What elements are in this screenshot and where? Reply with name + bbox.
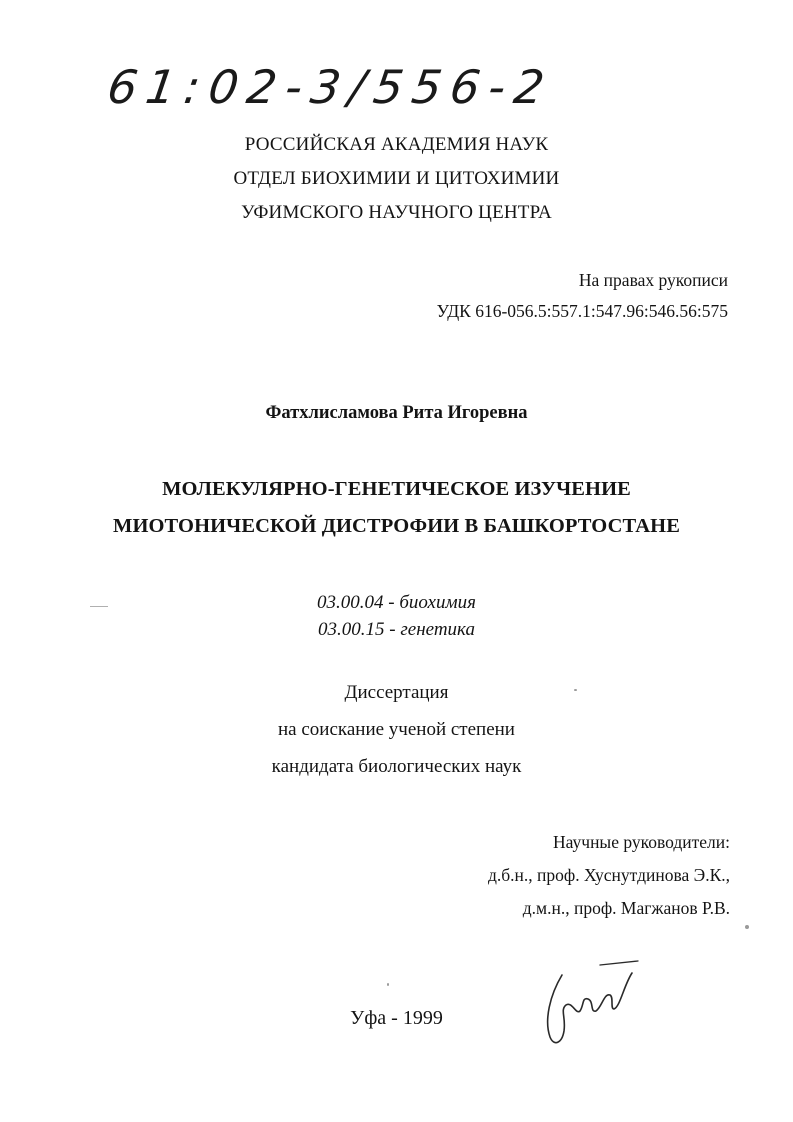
author-name: Фатхлисламова Рита Игоревна — [265, 403, 528, 423]
supervisors-heading: Научные руководители: — [553, 832, 730, 852]
institution-line-1: РОССИЙСКАЯ АКАДЕМИЯ НАУК — [244, 134, 549, 155]
specialty-biochemistry: 03.00.04 - биохимия — [317, 592, 476, 613]
thesis-title-line-2: МИОТОНИЧЕСКОЙ ДИСТРОФИИ В БАШКОРТОСТАНЕ — [113, 515, 680, 537]
manuscript-rights-label: На правах рукописи — [578, 270, 728, 290]
institution-line-2: ОТДЕЛ БИОХИМИИ И ЦИТОХИМИИ — [233, 168, 560, 189]
scan-speck — [745, 925, 749, 929]
degree-name: кандидата биологических наук — [271, 756, 522, 777]
scan-speck — [574, 689, 577, 691]
handwritten-signature — [540, 955, 650, 1055]
supervisor-2: д.м.н., проф. Магжанов Р.В. — [522, 898, 730, 918]
dissertation-label: Диссертация — [344, 682, 449, 703]
supervisor-1: д.б.н., проф. Хуснутдинова Э.К., — [487, 865, 730, 885]
institution-line-3: УФИМСКОГО НАУЧНОГО ЦЕНТРА — [241, 202, 552, 223]
udc-code: УДК 616-056.5:557.1:547.96:546.56:575 — [436, 301, 728, 321]
scan-speck — [387, 983, 389, 986]
thesis-title-line-1: МОЛЕКУЛЯРНО-ГЕНЕТИЧЕСКОЕ ИЗУЧЕНИЕ — [162, 478, 631, 500]
specialty-genetics: 03.00.15 - генетика — [318, 619, 475, 640]
degree-purpose: на соискание ученой степени — [278, 719, 515, 740]
handwritten-archive-code: 61:02-3/556-2 — [104, 60, 557, 114]
place-and-year: Уфа - 1999 — [350, 1007, 443, 1029]
